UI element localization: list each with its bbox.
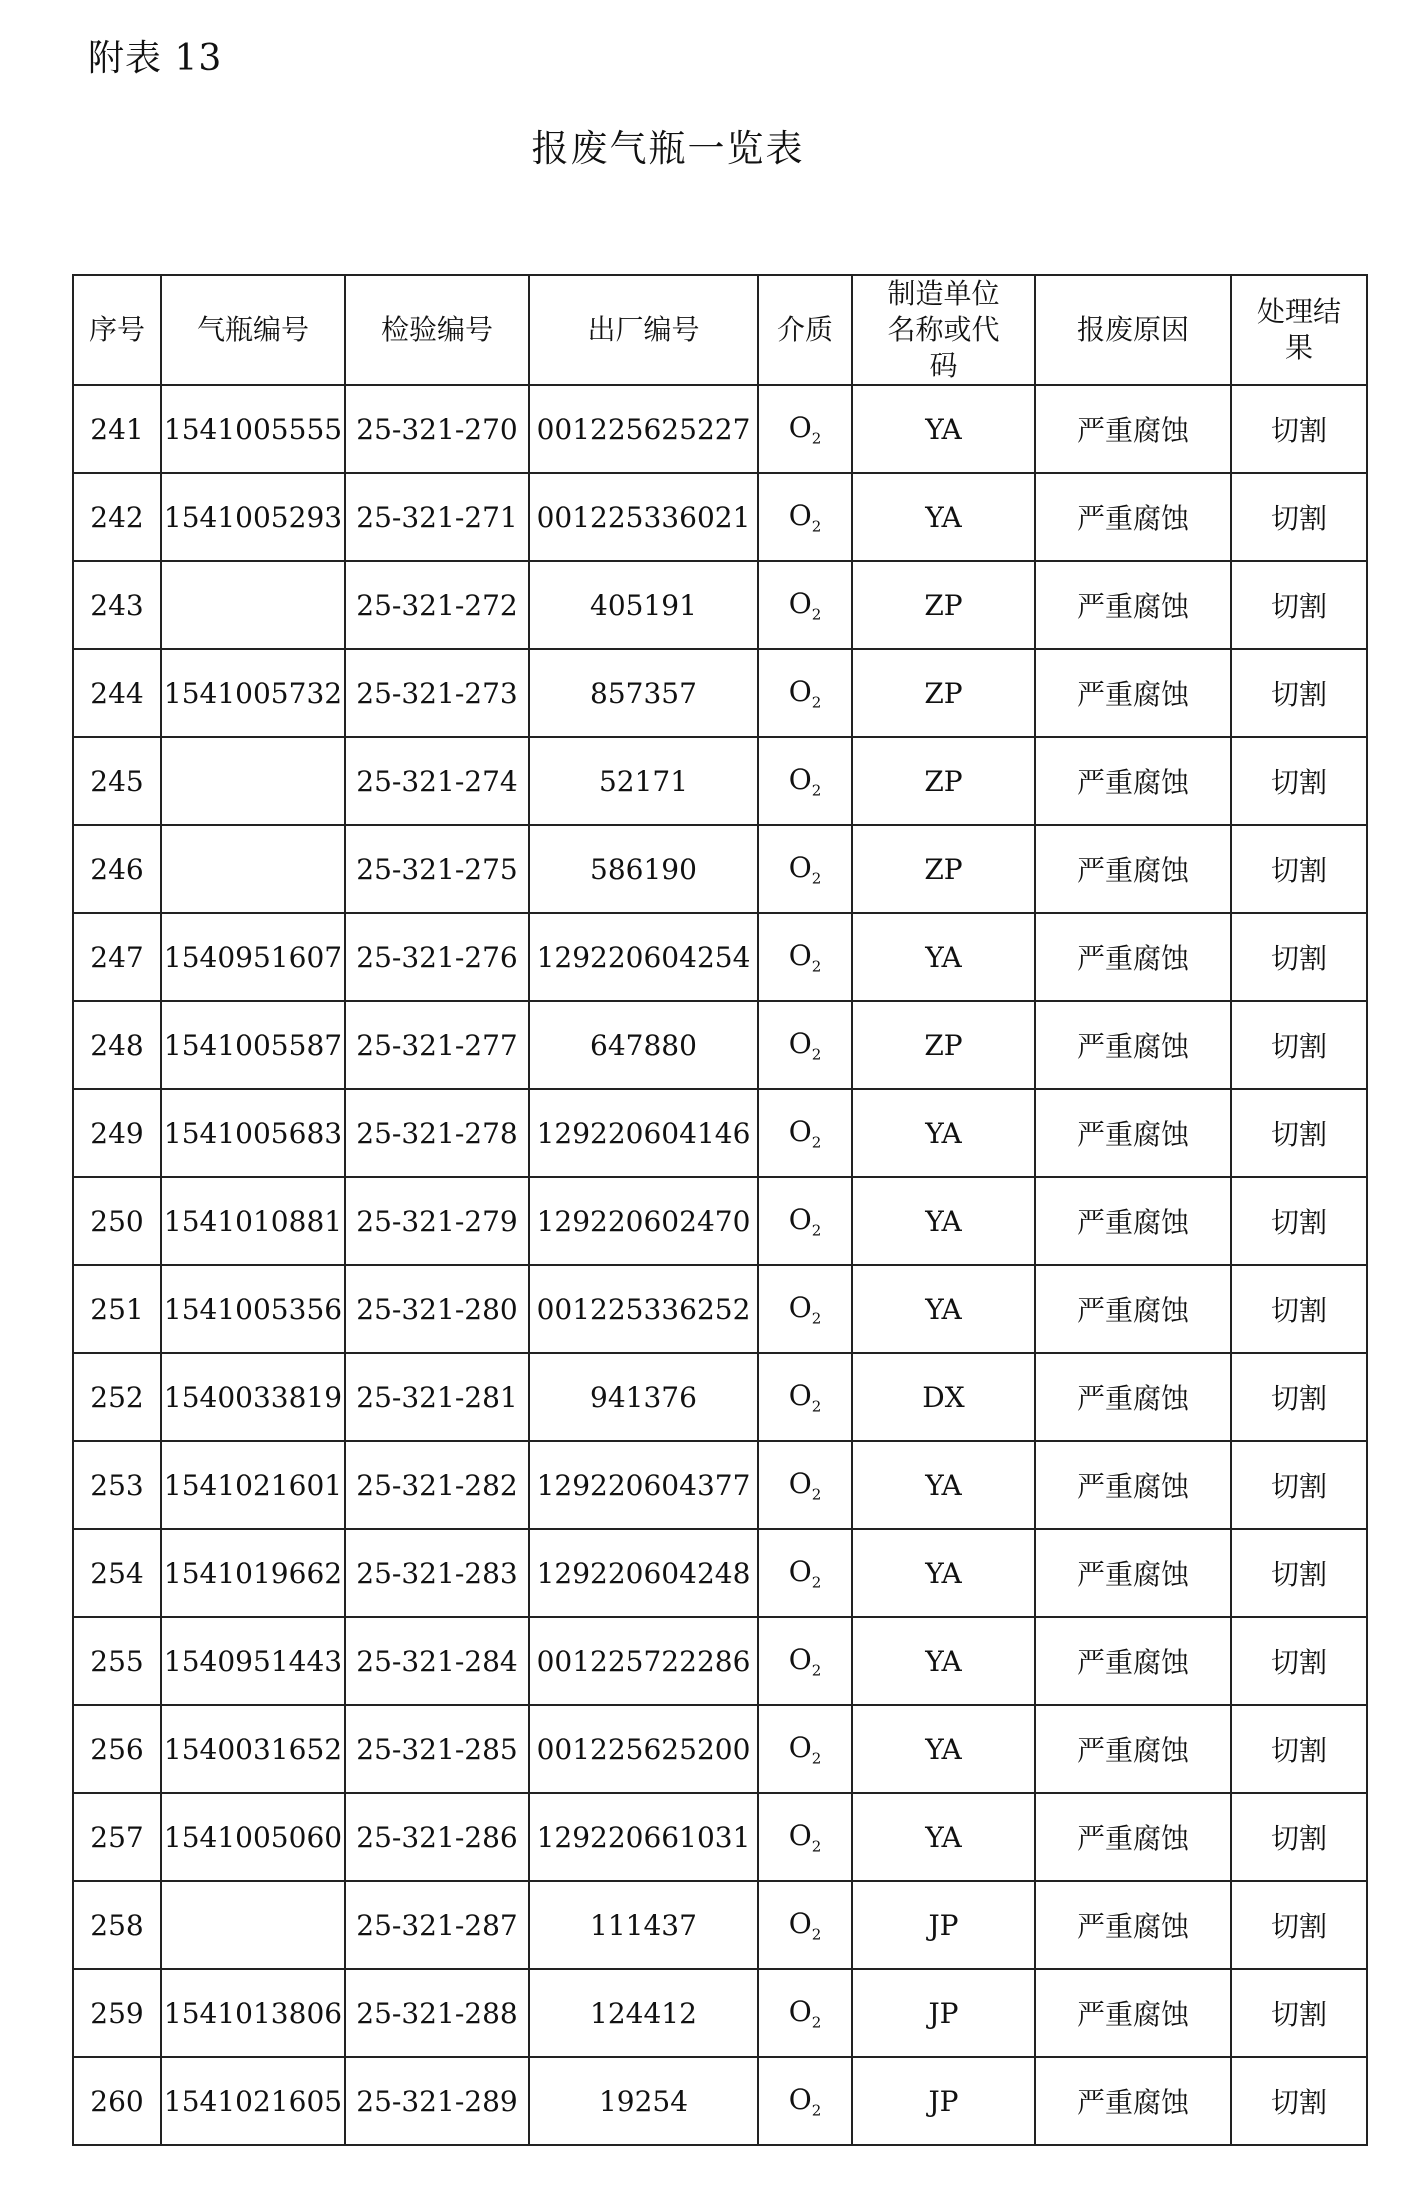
cell-manufacturer: YA [852,913,1035,1001]
table-row [73,473,1367,561]
cell-medium [758,737,852,825]
medium-base: O [788,1994,812,2028]
medium-subscript: 2 [811,1221,822,1240]
cell-cylinder-no [161,1881,345,1969]
cell-cylinder-no: 1541005683 [161,1089,345,1177]
appendix-label: 附表 13 [88,38,223,79]
cell-inspection-no: 25-321-271 [345,473,529,561]
cell-factory-no: 129220602470 [529,1177,758,1265]
cell-inspection-no: 25-321-272 [345,561,529,649]
cell-cylinder-no [161,737,345,825]
cell-medium [758,913,852,1001]
cell-reason: 严重腐蚀 [1035,385,1231,473]
cell-seq: 256 [73,1705,161,1793]
cell-medium [758,825,852,913]
medium-base: O [788,1642,812,1676]
cell-reason: 严重腐蚀 [1035,913,1231,1001]
medium-subscript: 2 [811,1485,822,1504]
medium-base: O [788,498,812,532]
medium-formula [788,1554,822,1592]
cell-medium [758,1265,852,1353]
table-row [73,1441,1367,1529]
medium-base: O [788,938,812,972]
cell-result: 切割 [1231,473,1367,561]
cell-result: 切割 [1231,1793,1367,1881]
cell-cylinder-no: 1541021601 [161,1441,345,1529]
cell-reason: 严重腐蚀 [1035,1881,1231,1969]
cell-seq: 253 [73,1441,161,1529]
table-row [73,385,1367,473]
medium-base: O [788,1114,812,1148]
cell-manufacturer: YA [852,1177,1035,1265]
medium-base: O [788,1818,812,1852]
cell-seq: 257 [73,1793,161,1881]
cell-result: 切割 [1231,737,1367,825]
cell-reason: 严重腐蚀 [1035,1529,1231,1617]
cell-medium [758,649,852,737]
cell-manufacturer: ZP [852,737,1035,825]
table-body [73,385,1367,2145]
cell-reason: 严重腐蚀 [1035,2057,1231,2145]
cell-reason: 严重腐蚀 [1035,1265,1231,1353]
table-header-row [73,275,1367,385]
cell-cylinder-no [161,825,345,913]
cell-inspection-no: 25-321-278 [345,1089,529,1177]
table-row [73,649,1367,737]
table-row [73,737,1367,825]
cell-manufacturer: ZP [852,561,1035,649]
cell-medium [758,1001,852,1089]
table-row [73,1529,1367,1617]
cell-factory-no: 001225625227 [529,385,758,473]
header-medium: 介质 [758,275,852,385]
cell-manufacturer: YA [852,1617,1035,1705]
medium-subscript: 2 [811,1309,822,1328]
medium-formula [788,1114,822,1152]
cell-factory-no: 647880 [529,1001,758,1089]
cell-factory-no: 52171 [529,737,758,825]
cell-result: 切割 [1231,1969,1367,2057]
medium-formula [788,1378,822,1416]
medium-subscript: 2 [811,1837,822,1856]
cell-cylinder-no: 1541005732 [161,649,345,737]
document-title: 报废气瓶一览表 [531,127,805,170]
cell-factory-no: 129220604146 [529,1089,758,1177]
cell-medium [758,561,852,649]
cell-seq: 255 [73,1617,161,1705]
medium-formula [788,1642,822,1680]
medium-base: O [788,586,812,620]
cell-manufacturer: YA [852,1265,1035,1353]
cell-manufacturer: DX [852,1353,1035,1441]
table-row [73,1617,1367,1705]
cell-factory-no: 129220604248 [529,1529,758,1617]
cell-manufacturer: YA [852,473,1035,561]
header-seq: 序号 [73,275,161,385]
cell-seq: 244 [73,649,161,737]
cell-seq: 258 [73,1881,161,1969]
cell-cylinder-no: 1541005587 [161,1001,345,1089]
cell-factory-no: 857357 [529,649,758,737]
cell-seq: 245 [73,737,161,825]
table-row [73,1089,1367,1177]
cell-seq: 249 [73,1089,161,1177]
medium-formula [788,1730,822,1768]
medium-subscript: 2 [811,605,822,624]
cell-medium [758,1617,852,1705]
medium-formula [788,850,822,888]
cell-factory-no: 111437 [529,1881,758,1969]
medium-formula [788,1906,822,1944]
cell-reason: 严重腐蚀 [1035,1353,1231,1441]
cell-manufacturer: YA [852,1529,1035,1617]
cell-manufacturer: YA [852,1705,1035,1793]
header-inspection-no: 检验编号 [345,275,529,385]
cell-medium [758,385,852,473]
cell-factory-no: 001225336021 [529,473,758,561]
table-row [73,1353,1367,1441]
medium-subscript: 2 [811,693,822,712]
cell-inspection-no: 25-321-281 [345,1353,529,1441]
medium-subscript: 2 [811,1925,822,1944]
cell-inspection-no: 25-321-273 [345,649,529,737]
cell-medium [758,1089,852,1177]
medium-formula [788,1026,822,1064]
cell-cylinder-no: 1541013806 [161,1969,345,2057]
cell-inspection-no: 25-321-285 [345,1705,529,1793]
cell-factory-no: 129220604254 [529,913,758,1001]
cell-inspection-no: 25-321-270 [345,385,529,473]
cell-result: 切割 [1231,1705,1367,1793]
cell-factory-no: 124412 [529,1969,758,2057]
cell-inspection-no: 25-321-289 [345,2057,529,2145]
cell-medium [758,1441,852,1529]
medium-formula [788,1290,822,1328]
cell-manufacturer: YA [852,1089,1035,1177]
cell-factory-no: 586190 [529,825,758,913]
cell-reason: 严重腐蚀 [1035,1793,1231,1881]
medium-base: O [788,850,812,884]
table-row [73,1969,1367,2057]
cell-inspection-no: 25-321-287 [345,1881,529,1969]
cell-inspection-no: 25-321-286 [345,1793,529,1881]
cell-factory-no: 405191 [529,561,758,649]
medium-base: O [788,1290,812,1324]
cell-seq: 251 [73,1265,161,1353]
cell-cylinder-no: 1541010881 [161,1177,345,1265]
cell-manufacturer: YA [852,1441,1035,1529]
cell-medium [758,1793,852,1881]
medium-formula [788,2082,822,2120]
header-result: 处理结果 [1231,275,1367,385]
cell-medium [758,1881,852,1969]
cell-result: 切割 [1231,1441,1367,1529]
cell-result: 切割 [1231,1353,1367,1441]
cell-reason: 严重腐蚀 [1035,1001,1231,1089]
cell-seq: 260 [73,2057,161,2145]
cell-inspection-no: 25-321-277 [345,1001,529,1089]
cell-inspection-no: 25-321-279 [345,1177,529,1265]
cell-manufacturer: JP [852,1969,1035,2057]
cell-manufacturer: JP [852,1881,1035,1969]
table-row [73,1705,1367,1793]
cell-seq: 243 [73,561,161,649]
cell-cylinder-no: 1540951607 [161,913,345,1001]
cell-manufacturer: YA [852,385,1035,473]
cell-inspection-no: 25-321-275 [345,825,529,913]
cell-factory-no: 001225722286 [529,1617,758,1705]
table-row [73,1177,1367,1265]
cell-medium [758,1529,852,1617]
medium-subscript: 2 [811,429,822,448]
cell-inspection-no: 25-321-283 [345,1529,529,1617]
medium-base: O [788,1202,812,1236]
table-row [73,1001,1367,1089]
cell-factory-no: 941376 [529,1353,758,1441]
cell-reason: 严重腐蚀 [1035,1617,1231,1705]
cell-factory-no: 129220604377 [529,1441,758,1529]
medium-formula [788,1466,822,1504]
cell-result: 切割 [1231,385,1367,473]
table-row [73,913,1367,1001]
cell-reason: 严重腐蚀 [1035,1441,1231,1529]
medium-formula [788,1994,822,2032]
cell-cylinder-no: 1541021605 [161,2057,345,2145]
medium-subscript: 2 [811,1661,822,1680]
medium-base: O [788,762,812,796]
medium-formula [788,1202,822,1240]
medium-base: O [788,1730,812,1764]
cell-reason: 严重腐蚀 [1035,1177,1231,1265]
cell-cylinder-no: 1541019662 [161,1529,345,1617]
cell-inspection-no: 25-321-276 [345,913,529,1001]
cell-medium [758,1969,852,2057]
cell-reason: 严重腐蚀 [1035,473,1231,561]
medium-subscript: 2 [811,1397,822,1416]
cell-inspection-no: 25-321-288 [345,1969,529,2057]
cell-inspection-no: 25-321-274 [345,737,529,825]
cell-inspection-no: 25-321-284 [345,1617,529,1705]
cell-manufacturer: ZP [852,825,1035,913]
cell-result: 切割 [1231,1617,1367,1705]
medium-formula [788,586,822,624]
cell-seq: 246 [73,825,161,913]
cell-reason: 严重腐蚀 [1035,1089,1231,1177]
medium-base: O [788,1906,812,1940]
cell-manufacturer: YA [852,1793,1035,1881]
cell-medium [758,1353,852,1441]
medium-formula [788,498,822,536]
cell-seq: 250 [73,1177,161,1265]
medium-subscript: 2 [811,1749,822,1768]
cell-seq: 241 [73,385,161,473]
cell-result: 切割 [1231,1881,1367,1969]
medium-formula [788,1818,822,1856]
medium-base: O [788,1554,812,1588]
cell-result: 切割 [1231,561,1367,649]
medium-subscript: 2 [811,957,822,976]
cell-result: 切割 [1231,1001,1367,1089]
cell-seq: 254 [73,1529,161,1617]
cell-seq: 242 [73,473,161,561]
medium-formula [788,674,822,712]
cell-manufacturer: JP [852,2057,1035,2145]
cell-reason: 严重腐蚀 [1035,649,1231,737]
table-row [73,1793,1367,1881]
cell-manufacturer: ZP [852,649,1035,737]
cell-cylinder-no: 1541005555 [161,385,345,473]
header-factory-no: 出厂编号 [529,275,758,385]
cell-manufacturer: ZP [852,1001,1035,1089]
medium-base: O [788,410,812,444]
cell-result: 切割 [1231,825,1367,913]
cell-result: 切割 [1231,1265,1367,1353]
cell-cylinder-no: 1540033819 [161,1353,345,1441]
medium-subscript: 2 [811,1133,822,1152]
cell-seq: 248 [73,1001,161,1089]
table-row [73,1265,1367,1353]
cell-medium [758,473,852,561]
table-row [73,825,1367,913]
medium-formula [788,410,822,448]
medium-formula [788,938,822,976]
cell-cylinder-no [161,561,345,649]
medium-base: O [788,1378,812,1412]
cell-result: 切割 [1231,2057,1367,2145]
cell-reason: 严重腐蚀 [1035,1705,1231,1793]
cell-medium [758,2057,852,2145]
header-manufacturer: 制造单位名称或代码 [852,275,1035,385]
medium-base: O [788,1026,812,1060]
cell-seq: 247 [73,913,161,1001]
cell-cylinder-no: 1541005060 [161,1793,345,1881]
medium-subscript: 2 [811,517,822,536]
medium-subscript: 2 [811,2013,822,2032]
header-reason: 报废原因 [1035,275,1231,385]
cell-reason: 严重腐蚀 [1035,825,1231,913]
cell-reason: 严重腐蚀 [1035,737,1231,825]
cell-cylinder-no: 1541005293 [161,473,345,561]
cell-result: 切割 [1231,1529,1367,1617]
cell-result: 切割 [1231,649,1367,737]
cell-factory-no: 19254 [529,2057,758,2145]
cell-inspection-no: 25-321-280 [345,1265,529,1353]
cell-medium [758,1705,852,1793]
cell-cylinder-no: 1540951443 [161,1617,345,1705]
cell-medium [758,1177,852,1265]
header-cylinder-no: 气瓶编号 [161,275,345,385]
cell-result: 切割 [1231,913,1367,1001]
medium-subscript: 2 [811,2101,822,2120]
table-row [73,2057,1367,2145]
table-row [73,561,1367,649]
cell-reason: 严重腐蚀 [1035,561,1231,649]
table-row [73,1881,1367,1969]
medium-subscript: 2 [811,781,822,800]
medium-base: O [788,674,812,708]
medium-subscript: 2 [811,1045,822,1064]
cell-factory-no: 001225336252 [529,1265,758,1353]
cell-factory-no: 001225625200 [529,1705,758,1793]
cell-cylinder-no: 1540031652 [161,1705,345,1793]
medium-subscript: 2 [811,1573,822,1592]
cell-result: 切割 [1231,1089,1367,1177]
cell-factory-no: 129220661031 [529,1793,758,1881]
cell-inspection-no: 25-321-282 [345,1441,529,1529]
cell-seq: 252 [73,1353,161,1441]
medium-formula [788,762,822,800]
medium-subscript: 2 [811,869,822,888]
cell-result: 切割 [1231,1177,1367,1265]
medium-base: O [788,1466,812,1500]
cell-seq: 259 [73,1969,161,2057]
scrapped-cylinder-table [72,274,1368,2146]
medium-base: O [788,2082,812,2116]
cell-cylinder-no: 1541005356 [161,1265,345,1353]
cell-reason: 严重腐蚀 [1035,1969,1231,2057]
